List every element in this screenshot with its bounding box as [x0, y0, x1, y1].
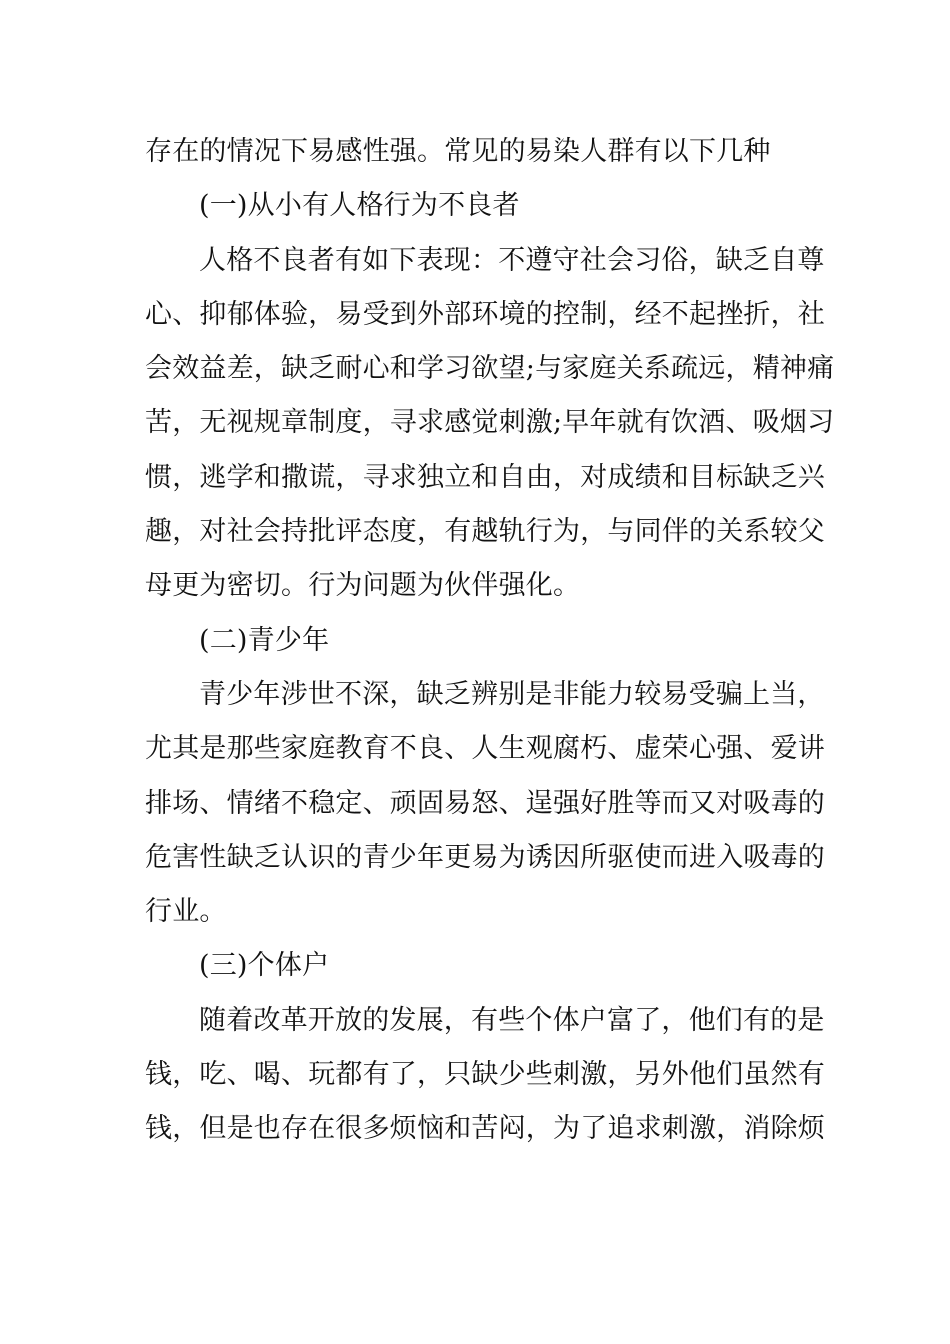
text-line: 钱，吃、喝、玩都有了，只缺少些刺激，另外他们虽然有	[145, 1059, 825, 1091]
text-line: 随着改革开放的发展，有些个体户富了，他们有的是	[199, 1004, 825, 1036]
text-line: 危害性缺乏认识的青少年更易为诱因所驱使而进入吸毒的	[145, 841, 825, 873]
text-line: 青少年涉世不深，缺乏辨别是非能力较易受骗上当，	[199, 678, 825, 710]
text-line: 行业。	[145, 896, 227, 928]
text-line: 钱，但是也存在很多烦恼和苦闷，为了追求刺激，消除烦	[145, 1113, 825, 1145]
text-line: 排场、情绪不稳定、顽固易怒、逞强好胜等而又对吸毒的	[145, 787, 825, 819]
text-line: 存在的情况下易感性强。常见的易染人群有以下几种	[145, 136, 771, 167]
text-line: 人格不良者有如下表现：不遵守社会习俗，缺乏自尊	[199, 244, 825, 276]
text-line: 苦，无视规章制度，寻求感觉刺激;早年就有饮酒、吸烟习	[145, 407, 835, 439]
text-line: 心、抑郁体验，易受到外部环境的控制，经不起挫折，社	[145, 298, 825, 330]
text-line: 母更为密切。行为问题为伙伴强化。	[145, 570, 581, 602]
section-heading: (二)青少年	[199, 624, 330, 656]
text-line: 惯，逃学和撒谎，寻求独立和自由，对成绩和目标缺乏兴	[145, 461, 825, 493]
document-body	[145, 125, 835, 1157]
section-heading: (一)从小有人格行为不良者	[199, 190, 520, 222]
text-line: 会效益差，缺乏耐心和学习欲望;与家庭关系疏远，精神痛	[145, 353, 835, 385]
text-line: 尤其是那些家庭教育不良、人生观腐朽、虚荣心强、爱讲	[145, 733, 825, 765]
section-heading: (三)个体户	[199, 950, 330, 982]
text-line: 趣，对社会持批评态度，有越轨行为，与同伴的关系较父	[145, 516, 825, 548]
